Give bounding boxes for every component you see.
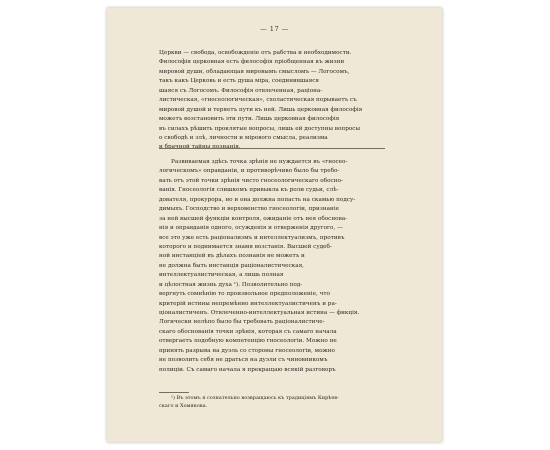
text-line: все это уже есть раціонализмъ и интеллектуализмъ, противъ bbox=[159, 234, 345, 241]
text-line: Развиваемая здѣсь точка зрѣнія не нуждается въ «гносео- bbox=[171, 159, 348, 165]
text-line: критерій истины непремѣнно интеллектуалистиченъ и ра- bbox=[159, 300, 337, 307]
text-line: дователя, прокурора, но и она должна попасть на скамью подсу- bbox=[159, 196, 356, 203]
text-line: ной инстанціей въ дѣлахъ познанія не можетъ и bbox=[159, 253, 305, 260]
text-line: не должна быть инстанція раціоналистическая, bbox=[159, 262, 304, 269]
text-line: о свободѣ и злѣ, личности и мірового смысла, реализма bbox=[159, 134, 328, 141]
page-number: — 17 — bbox=[260, 25, 289, 33]
footnote bbox=[159, 394, 385, 410]
section-divider bbox=[159, 148, 385, 149]
text-line: ванія. Гносеологія слишкомъ привыкла къ роли судьи, слѣ- bbox=[159, 187, 339, 194]
text-line: можетъ возстановить эти пути. Лишь церковная философія bbox=[159, 116, 340, 123]
text-line: Церкви — свобода, освобожденіе отъ рабства и необходимости. bbox=[159, 50, 352, 56]
footnote-line: скаго и Хомякова. bbox=[159, 403, 208, 409]
text-line: димыхъ. Господство и верховенство гносеологіи, признаніе bbox=[159, 206, 340, 213]
text-line: мировой душой и теряетъ пути къ ней. Лишь церковная философія bbox=[159, 106, 363, 113]
text-line: которого и поднимается знамя возстанія. Высшей судеб- bbox=[159, 243, 332, 250]
text-line: въ силахъ рѣшить проклятые вопросы, лишь ей доступны вопросы bbox=[159, 125, 360, 132]
text-line: и брачной тайны познанія. bbox=[159, 144, 241, 151]
paragraph-main bbox=[159, 158, 385, 375]
text-line: шаяся съ Логосомъ. Философія отвлеченная, раціона- bbox=[159, 87, 323, 94]
text-line: принять разрыва на дуэль со стороны гносеологіи, можно bbox=[159, 347, 335, 354]
text-line: интеллектуалистическая, а лишь полная bbox=[159, 272, 284, 279]
text-line: такъ какъ Церковь и есть душа міра, соединившаяся bbox=[159, 78, 320, 85]
footnote-rule bbox=[159, 392, 189, 393]
text-line: ціоналистиченъ. Отвлеченно-интеллектуальная истина — фикція. bbox=[159, 310, 360, 316]
text-line: скаго обоснованія точки зрѣнія, которая съ самаго начала bbox=[159, 328, 337, 335]
text-line: за ней высшей функціи контроля, ожиданіе отъ нея обоснова- bbox=[159, 215, 348, 222]
text-line: полиціи. Съ самаго начала я прекращаю всякій разговоръ bbox=[159, 366, 336, 373]
text-line: Логически нелѣпо было бы требовать раціоналистиче- bbox=[159, 319, 325, 326]
text-line: вергнуть сомнѣнію то произвольное предположеніе, что bbox=[159, 291, 330, 298]
text-line: отвергаетъ подобную компетенцію гносеологіи. Можно не bbox=[159, 338, 337, 345]
book-page bbox=[107, 8, 442, 442]
text-line: мировой души, обладающая мировымъ смысломъ — Логосомъ, bbox=[159, 68, 350, 75]
text-line: листическая, «гносеологическая», схоластическая порываетъ съ bbox=[159, 97, 357, 104]
text-line: и цѣлостная жизнь духа ¹). Позволительно под- bbox=[159, 281, 303, 288]
paragraph-continued bbox=[159, 49, 385, 153]
text-line: Философія церковная есть философія пріобщенная къ жизни bbox=[159, 59, 345, 66]
text-line: логическомъ» оправданіи, и противорѣчиво было бы требо- bbox=[159, 168, 340, 175]
text-line: нія и оправданія одного, осужденія и отверженія другого, — bbox=[159, 225, 343, 232]
footnote-line: ¹) Въ этомъ я сознательно возвращаюсь къ традиціямъ Кирѣев- bbox=[171, 395, 339, 401]
text-line: не позволить себя не драться на дуэли съ чиновникомъ bbox=[159, 357, 328, 364]
text-line: вать отъ этой точки зрѣнія чисто гносеологическаго обосно- bbox=[159, 177, 343, 184]
